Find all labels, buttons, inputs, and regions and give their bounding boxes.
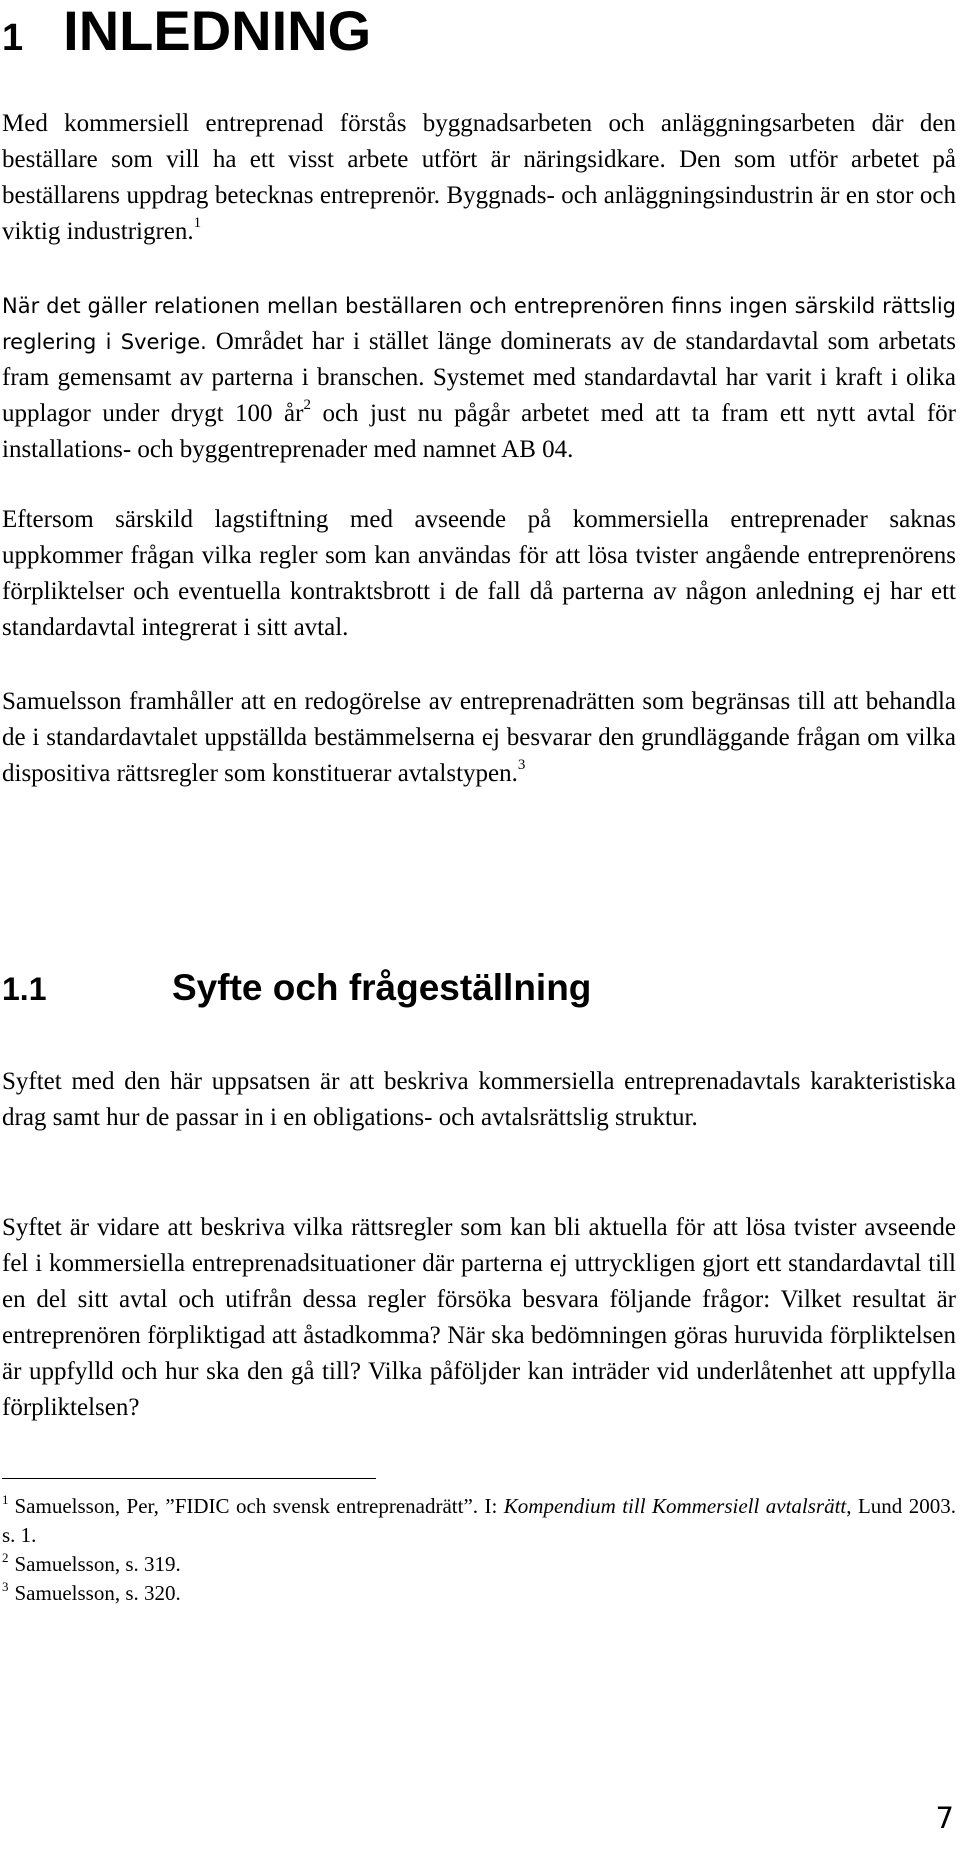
section-title: Syfte och frågeställning (172, 967, 592, 1008)
intro-paragraph-2-sans-text: När det gäller relationen mellan beställaren och entreprenören finns ingen särskild rättslig reglering i Sverige. (2, 294, 956, 354)
footnote-separator (2, 1478, 376, 1479)
footnote-ref-1: 1 (193, 215, 202, 231)
section-paragraph-2: Syftet är vidare att beskriva vilka rättsregler som kan bli aktuella för att lösa tvister avseende fel i kommersiella entreprenadsituationer där parterna ej uttryckligen gjort ett standardavtal till en del sitt avtal och utifrån dessa regler försöka besvara följande frågor: Vilket resultat är entreprenören förpliktigad att åstadkomma? När ska bedömningen göras huruvida förpliktelsen är uppfylld och hur ska den gå till? Vilka påföljder kan inträder vid underlåtenhet att uppfylla förpliktelsen? (2, 1214, 956, 1421)
footnote-1 (2, 1492, 956, 1550)
section-heading (2, 966, 591, 1011)
section-paragraph-1: Syftet med den här uppsatsen är att beskriva kommersiella entreprenadavtals karakteristiska drag samt hur de passar in i en obligations- och avtalsrättslig struktur. (2, 1068, 956, 1131)
page-number: 7 (935, 1801, 954, 1835)
intro-paragraph-2-text-a: Området har i stället länge dominerats av de standardavtal som arbetats fram gemensamt av parterna i branschen. Systemet med standardavtal har varit i kraft i olika upplagor under drygt 100 år (2, 328, 956, 427)
chapter-number: 1 (2, 17, 24, 59)
footnote-ref-3: 3 (517, 757, 526, 773)
intro-paragraph-2-text-b: och just nu pågår arbetet med att ta fram ett nytt avtal för installations- och byggentreprenader med namnet AB 04. (2, 400, 957, 463)
footnote-3-text: Samuelsson, s. 320. (14, 1581, 181, 1605)
footnote-2 (2, 1550, 956, 1579)
footnote-1-number: 1 (2, 1492, 9, 1507)
footnote-1-text-after: , Lund 2003. s. 1. (2, 1494, 957, 1547)
intro-paragraph-4-text: Samuelsson framhåller att en redogörelse av entreprenadrätten som begränsas till att behandla de i standardavtalet uppställda bestämmelserna ej besvarar den grundläggande frågan om vilka dispositiva rättsregler som konstituerar avtalstypen. (2, 688, 956, 787)
chapter-heading (2, 0, 371, 69)
footnote-1-text-before: Samuelsson, Per, ”FIDIC och svensk entreprenadrätt”. I: (14, 1494, 504, 1518)
footnote-3 (2, 1579, 956, 1608)
intro-paragraph-4 (2, 684, 956, 792)
intro-paragraph-1-text: Med kommersiell entreprenad förstås byggnadsarbeten och anläggningsarbeten där den beställare som vill ha ett visst arbete utfört är näringsidkare. Den som utför arbetet på beställarens uppdrag betecknas entreprenör. Byggnads- och anläggningsindustrin är en stor och viktig industrigren. (2, 110, 956, 245)
intro-paragraph-3: Eftersom särskild lagstiftning med avseende på kommersiella entreprenader saknas uppkommer frågan vilka regler som kan användas för att lösa tvister angående entreprenörens förpliktelser och eventuella kontraktsbrott i de fall då parterna av någon anledning ej har ett standardavtal integrerat i sitt avtal. (2, 506, 956, 641)
chapter-title: INLEDNING (63, 0, 372, 62)
section-number: 1.1 (2, 971, 47, 1007)
footnote-2-number: 2 (2, 1550, 9, 1565)
footnote-3-number: 3 (2, 1579, 9, 1594)
footnote-2-text: Samuelsson, s. 319. (14, 1552, 181, 1576)
footnote-ref-2: 2 (303, 397, 311, 413)
footnote-1-title: Kompendium till Kommersiell avtalsrätt (503, 1494, 847, 1518)
intro-paragraph-2 (2, 288, 956, 468)
intro-paragraph-1 (2, 106, 956, 250)
